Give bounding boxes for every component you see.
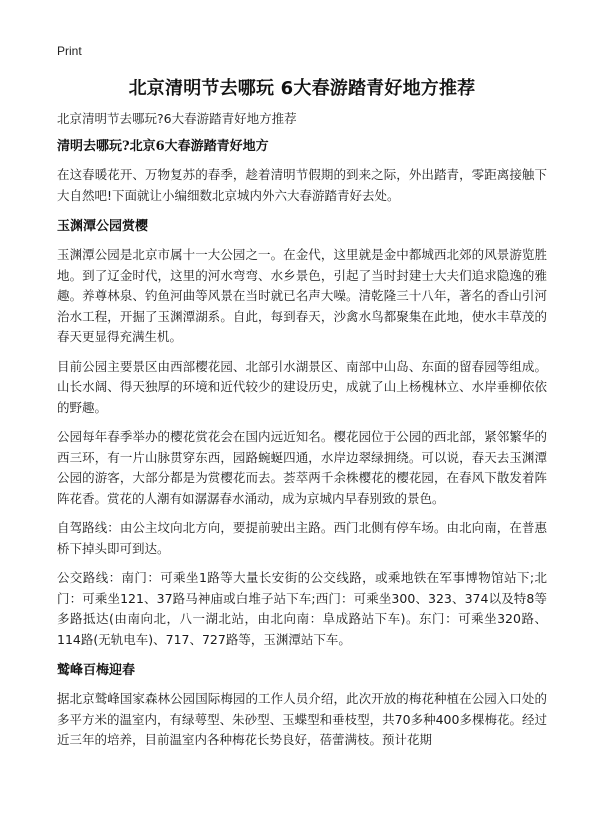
paragraph: 玉渊潭公园是北京市属十一大公园之一。在金代，这里就是金中都城西北郊的风景游览胜地。到了辽金时代，这里的河水弯弯、水乡景色，引起了当时封建士大夫们追求隐逸的雅趣。养尊林泉、钓鱼河曲等风景在当时就已名声大噪。清乾隆三十八年，著名的香山引河治水工程，开掘了玉渊潭湖系。自此，每到春天，沙禽水鸟都聚集在此地，使水丰草茂的春天更显得充满生机。 xyxy=(57,247,547,344)
section-heading: 鹫峰百梅迎春 xyxy=(57,663,136,678)
paragraph: 据北京鹫峰国家森林公园国际梅园的工作人员介绍，此次开放的梅花种植在公园入口处的多平方米的温室内，有绿萼型、朱砂型、玉蝶型和垂枝型，共70多种400多棵梅花。经过近三年的培养，目前温室内各种梅花长势良好，蓓蕾满枝。预计花期 xyxy=(57,691,547,747)
paragraph: 公交路线：南门：可乘坐1路等大量长安街的公交线路，或乘地铁在军事博物馆站下;北门：可乘坐121、37路马神庙或白堆子站下车;西门：可乘坐300、323、374以及特8等多路抵达(由南向北，八一湖北站，由北向南：阜成路站下车)。东门：可乘坐320路、114路(无轨电车)、717、727路等，玉渊潭站下车。 xyxy=(57,570,547,647)
article-title: 北京清明节去哪玩 6大春游踏青好地方推荐 xyxy=(128,78,476,99)
paragraph: 在这春暖花开、万物复苏的春季，趁着清明节假期的到来之际，外出踏青，零距离接触下大自然吧!下面就让小编细数北京城内外六大春游踏青好去处。 xyxy=(57,167,547,203)
section-heading: 玉渊潭公园赏樱 xyxy=(57,219,149,234)
paragraph: 公园每年春季举办的樱花赏花会在国内远近知名。樱花园位于公园的西北部，紧邻繁华的西三环，有一片山脉贯穿东西，园路蜿蜒四通，水岸边翠绿拥绕。可以说，春天去玉渊潭公园的游客，大部分都是为赏樱花而去。荟萃两千余株樱花的樱花园，在春风下散发着阵阵花香。赏花的人潮有如潺潺春水涌动，成为京城内早春别致的景色。 xyxy=(57,429,547,506)
article-subtitle: 北京清明节去哪玩?6大春游踏青好地方推荐 xyxy=(57,111,297,126)
article xyxy=(57,76,547,760)
section-heading: 清明去哪玩?北京6大春游踏青好地方 xyxy=(57,139,269,154)
paragraph: 自驾路线：由公主坟向北方向，要提前驶出主路。西门北侧有停车场。由北向南，在普惠桥下掉头即可到达。 xyxy=(57,520,547,556)
print-link[interactable]: Print xyxy=(57,44,82,58)
paragraph: 目前公园主要景区由西部樱花园、北部引水湖景区、南部中山岛、东面的留春园等组成。山长水阔、得天独厚的环境和近代较少的建设历史，成就了山上杨槐林立、水岸垂柳依依的野趣。 xyxy=(57,358,547,415)
